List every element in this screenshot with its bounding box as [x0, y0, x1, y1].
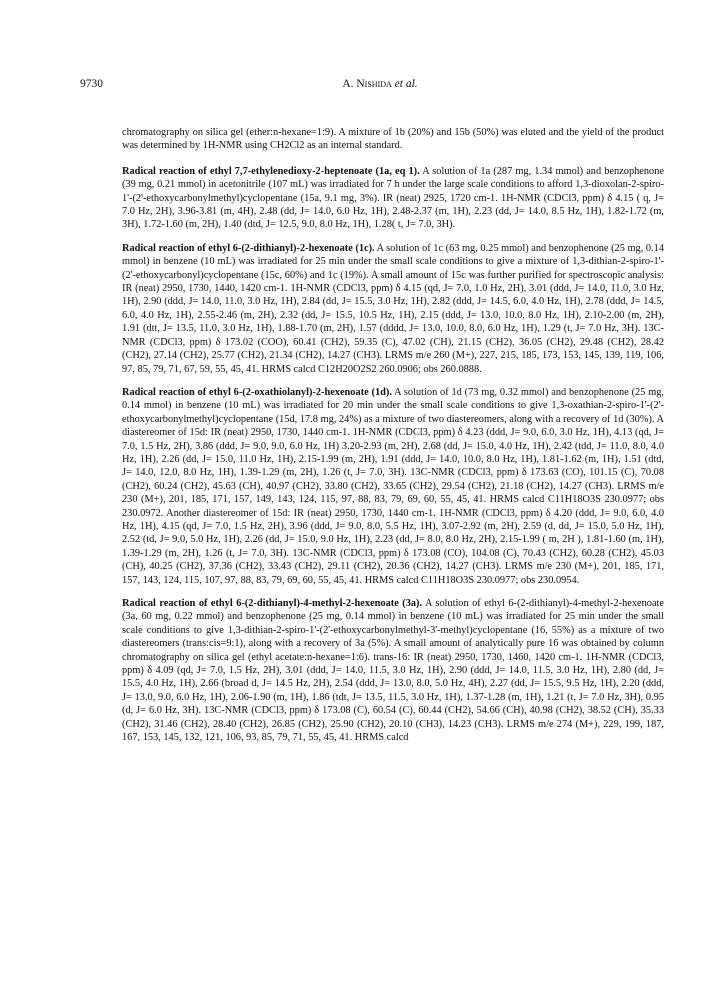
running-head: [80, 78, 680, 90]
paragraph-text: A solution of 1d (73 mg, 0.32 mmol) and benzophenone (25 mg, 0.14 mmol) in benzene (10 mL) was irradiated for 20 min under the small scale conditions to give 1,3-oxathian-2-spiro-1'-(2'-ethoxycarbonylmethyl)cyclopentane (15d, 17.8 mg, 24%) as a mixture of two diastereomers, along with a recovery of 1d (30%). A diastereomer of 15d: IR (neat) 2950, 1730, 1440 cm-1. 1H-NMR (CDCl3, ppm) δ 4.23 (ddd, J= 9.0, 6.0, 3.0 Hz, 1H), 4.13 (qd, J= 7.0, 1.5 Hz, 2H), 3.86 (ddd, J= 9.0, 9.0, 6.0 Hz, 1H) 3.20-2.93 (m, 2H), 2.68 (dd, J= 15.0, 4.0 Hz, 1H), 2.42 (tdd, J= 11.0, 8.0, 4.0 Hz, 1H), 2.26 (dd, J= 15.0, 11.0 Hz, 1H), 2.15-1.99 (m, 2H), 1.91 (ddd, J= 14.0, 10.0, 8.0 Hz, 1H), 1.81-1.62 (m, 1H), 1.51 (dtd, J= 14.0, 12.0, 8.0 Hz, 1H), 1.39-1.29 (m, 2H), 1.26 (t, J= 7.0, 3H). 13C-NMR (CDCl3, ppm) δ 173.63 (CO), 101.15 (C), 70.08 (CH2), 60.24 (CH2), 45.63 (CH), 40.97 (CH2), 33.80 (CH2), 33.65 (CH2), 29.54 (CH2), 21.18 (CH2), 14.27 (CH3). LRMS m/e 230 (M+), 201, 185, 171, 157, 149, 143, 124, 115, 97, 88, 83, 79, 69, 60, 55, 45, 41. HRMS calcd C11H18O3S 230.0977; obs 230.0972. Another diastereomer of 15d: IR (neat) 2950, 1730, 1440 cm-1. 1H-NMR (CDCl3, ppm) δ 4.20 (ddd, J= 9.0, 6.0, 4.0 Hz, 1H), 4.15 (qd, J= 7.0, 1.5 Hz, 2H), 3.96 (ddd, J= 9.0, 8.0, 5.5 Hz, 1H), 3.07-2.92 (m, 2H), 2.59 (d, dd, J= 15.0, 5.0 Hz, 1H), 2.52 (td, J= 9.0, 5.0 Hz, 1H), 2.26 (dd, J= 15.0, 9.0 Hz, 1H), 2.23 (dd, J= 8.0, 8.0 Hz, 2H), 2.15-1.99 ( m, 2H ), 1.81-1.60 (m, 1H), 1.39-1.29 (m, 2H), 1.26 (t, J= 7.0, 3H). 13C-NMR (CDCl3, ppm) δ 173.08 (CO), 104.08 (C), 70.43 (CH2), 60.28 (CH2), 45.03 (CH), 40.25 (CH2), 37.36 (CH2), 33.43 (CH2), 29.11 (CH2), 20.36 (CH2), 14.27 (CH3). LRMS m/e 230 (M+), 201, 185, 171, 157, 143, 124, 115, 107, 97, 88, 83, 79, 69, 60, 55, 45, 41. HRMS calcd C11H18O3S 230.0977; obs 230.0954.: [122, 386, 664, 586]
paragraph-title: Radical reaction of ethyl 6-(2-dithianyl)-2-hexenoate (1c).: [122, 242, 375, 254]
author-etal: et al.: [391, 78, 418, 90]
paragraph-title: Radical reaction of ethyl 6-(2-oxathiolanyl)-2-hexenoate (1d).: [122, 386, 392, 398]
paragraph-text: A solution of 1c (63 mg, 0.25 mmol) and benzophenone (25 mg, 0.14 mmol) in benzene (10 mL) was irradiated for 25 min under the small scale conditions to give a mixture of 1,3-dithian-2-spiro-1'-(2'-ethoxycarbonyl)cyclopentane (15c, 60%) and 1c (19%). A small amount of 15c was further purified for spectroscopic analysis: IR (neat) 2950, 1730, 1440, 1420 cm-1. 1H-NMR (CDCl3, ppm) δ 4.15 (qd, J= 7.0, 1.0 Hz, 2H), 3.01 (ddd, J= 14.0, 11.0, 3.0 Hz, 1H), 2.90 (ddd, J= 14.0, 11.0, 3.0 Hz, 1H), 2.84 (dd, J= 15.5, 3.0 Hz, 1H), 2.82 (ddd, J= 14.5, 6.0, 4.0 Hz, 1H), 2.78 (ddd, J= 14.5, 6.0, 4.0 Hz, 1H), 2.55-2.46 (m, 2H), 2.32 (dd, J= 15.5, 10.5 Hz, 1H), 2.15 (ddd, J= 13.0, 10.0, 8.0 Hz, 1H), 2.10-2.00 (m, 2H), 1.91 (dtt, J= 13.5, 11.0, 3.0 Hz, 1H), 1.88-1.70 (m, 2H), 1.57 (dddd, J= 13.0, 10.0, 8.0, 6.0 Hz, 1H), 1.29 (t, J= 7.0 Hz, 3H). 13C-NMR (CDCl3, ppm) δ 173.02 (COO), 60.41 (CH2), 59.35 (C), 47.02 (CH), 21.15 (CH2), 36.05 (CH2), 29.48 (CH2), 28.42 (CH2), 27.14 (CH2), 25.77 (CH2), 21.34 (CH2), 14.27 (CH3). LRMS m/e 260 (M+), 227, 215, 185, 173, 153, 145, 139, 119, 106, 97, 85, 79, 71, 67, 59, 55, 45, 41. HRMS calcd C12H20O2S2 260.0906; obs 260.0888.: [122, 242, 664, 375]
page-header: [80, 78, 680, 94]
paragraph-text: chromatography on silica gel (ether:n-hexane=1:9). A mixture of 1b (20%) and 15b (50%) was eluted and the yield of the product was determined by 1H-NMR using CH2Cl2 as an internal standard.: [122, 127, 664, 152]
paragraph-title: Radical reaction of ethyl 6-(2-dithianyl)-4-methyl-2-hexenoate (3a).: [122, 598, 423, 609]
author-surname: Nishida: [356, 78, 392, 90]
paragraph-radical-reaction-3a: [122, 597, 664, 744]
article-body: [122, 126, 664, 754]
paragraph-radical-reaction-1c: [122, 242, 664, 376]
paragraph-continuation: [122, 126, 664, 153]
paragraph-radical-reaction-1d: [122, 386, 664, 587]
paragraph-title: Radical reaction of ethyl 7,7-ethylenedioxy-2-heptenoate (1a, eq 1).: [122, 165, 420, 177]
paragraph-radical-reaction-1a: [122, 165, 664, 232]
author-initial: A.: [342, 78, 357, 90]
paragraph-text: A solution of ethyl 6-(2-dithianyl)-4-methyl-2-hexenoate (3a, 60 mg, 0.22 mmol) and benzophenone (25 mg, 0.14 mmol) in benzene (10 mL) was irradiated for 25 min under the small scale conditions to give 1,3-dithian-2-spiro-1'-(2'-ethoxycarbonylmethyl-3'-methyl)cyclopentane (16, 55%) as a mixture of two diastereomers (trans:cis=9:1), along with a recovery of 3a (5%). A small amount of analytically pure 16 was obtained by column chromatography on silica gel (ethyl acetate:n-hexane=1:6). trans-16: IR (neat) 2950, 1730, 1460, 1420 cm-1. 1H-NMR (CDCl3, ppm) δ 4.09 (qd, J= 7.0, 1.5 Hz, 2H), 3.01 (ddd, J= 14.0, 11.5, 3.0 Hz, 1H), 2.90 (ddd, J= 14.0, 11.5, 3.0 Hz, 1H), 2.80 (dd, J= 15.5, 4.0 Hz, 1H), 2.66 (broad d, J= 14.5 Hz, 2H), 2.54 (ddd, J= 13.0, 8.0, 5.0 Hz, 4H), 2.27 (dd, J= 15.5, 9.5 Hz, 1H), 2.20 (ddd, J= 13.0, 9.0, 6.0 Hz, 1H), 2.06-1.90 (m, 1H), 1.86 (tdt, J= 13.5, 11.5, 3.0 Hz, 1H), 1.37-1.28 (m, 1H), 1.21 (t, J= 7.0 Hz, 3H), 0.95 (d, J= 6.0 Hz, 3H). 13C-NMR (CDCl3, ppm) δ 173.08 (C), 60.54 (C), 60.44 (CH2), 54.66 (CH), 40.98 (CH2), 38.52 (CH), 35.33 (CH2), 31.46 (CH2), 28.40 (CH2), 26.85 (CH2), 25.90 (CH2), 20.10 (CH3), 14.23 (CH3). LRMS m/e 274 (M+), 229, 199, 187, 167, 153, 145, 132, 121, 106, 93, 85, 79, 71, 55, 45, 41. HRMS calcd: [122, 598, 664, 744]
paragraph-text: A solution of 1a (287 mg, 1.34 mmol) and benzophenone (39 mg, 0.21 mmol) in acetonitrile (107 mL) was irradiated for 7 h under the large scale conditions to afford 1,3-dioxolan-2-spiro-1'-(2'-ethoxycarbonylmethyl)cyclopentane (15a, 9.1 mg, 3%). IR (neat) 2925, 1720 cm-1. 1H-NMR (CDCl3, ppm) δ 4.15 ( q, J= 7.0 Hz, 2H), 3.96-3.81 (m, 4H), 2.48 (dd, J= 14.0, 6.0 Hz, 1H), 2.48-2.37 (m, 1H), 2.23 (dd, J= 14.0, 8.5 Hz, 1H), 1.82-1.72 (m, 3H), 1.72-1.60 (m, 2H), 1.40 (dtd, J= 12.5, 9.0, 8.0 Hz, 1H), 1.28( t, J= 7.0, 3H).: [122, 165, 664, 231]
page-number: 9730: [80, 78, 103, 90]
